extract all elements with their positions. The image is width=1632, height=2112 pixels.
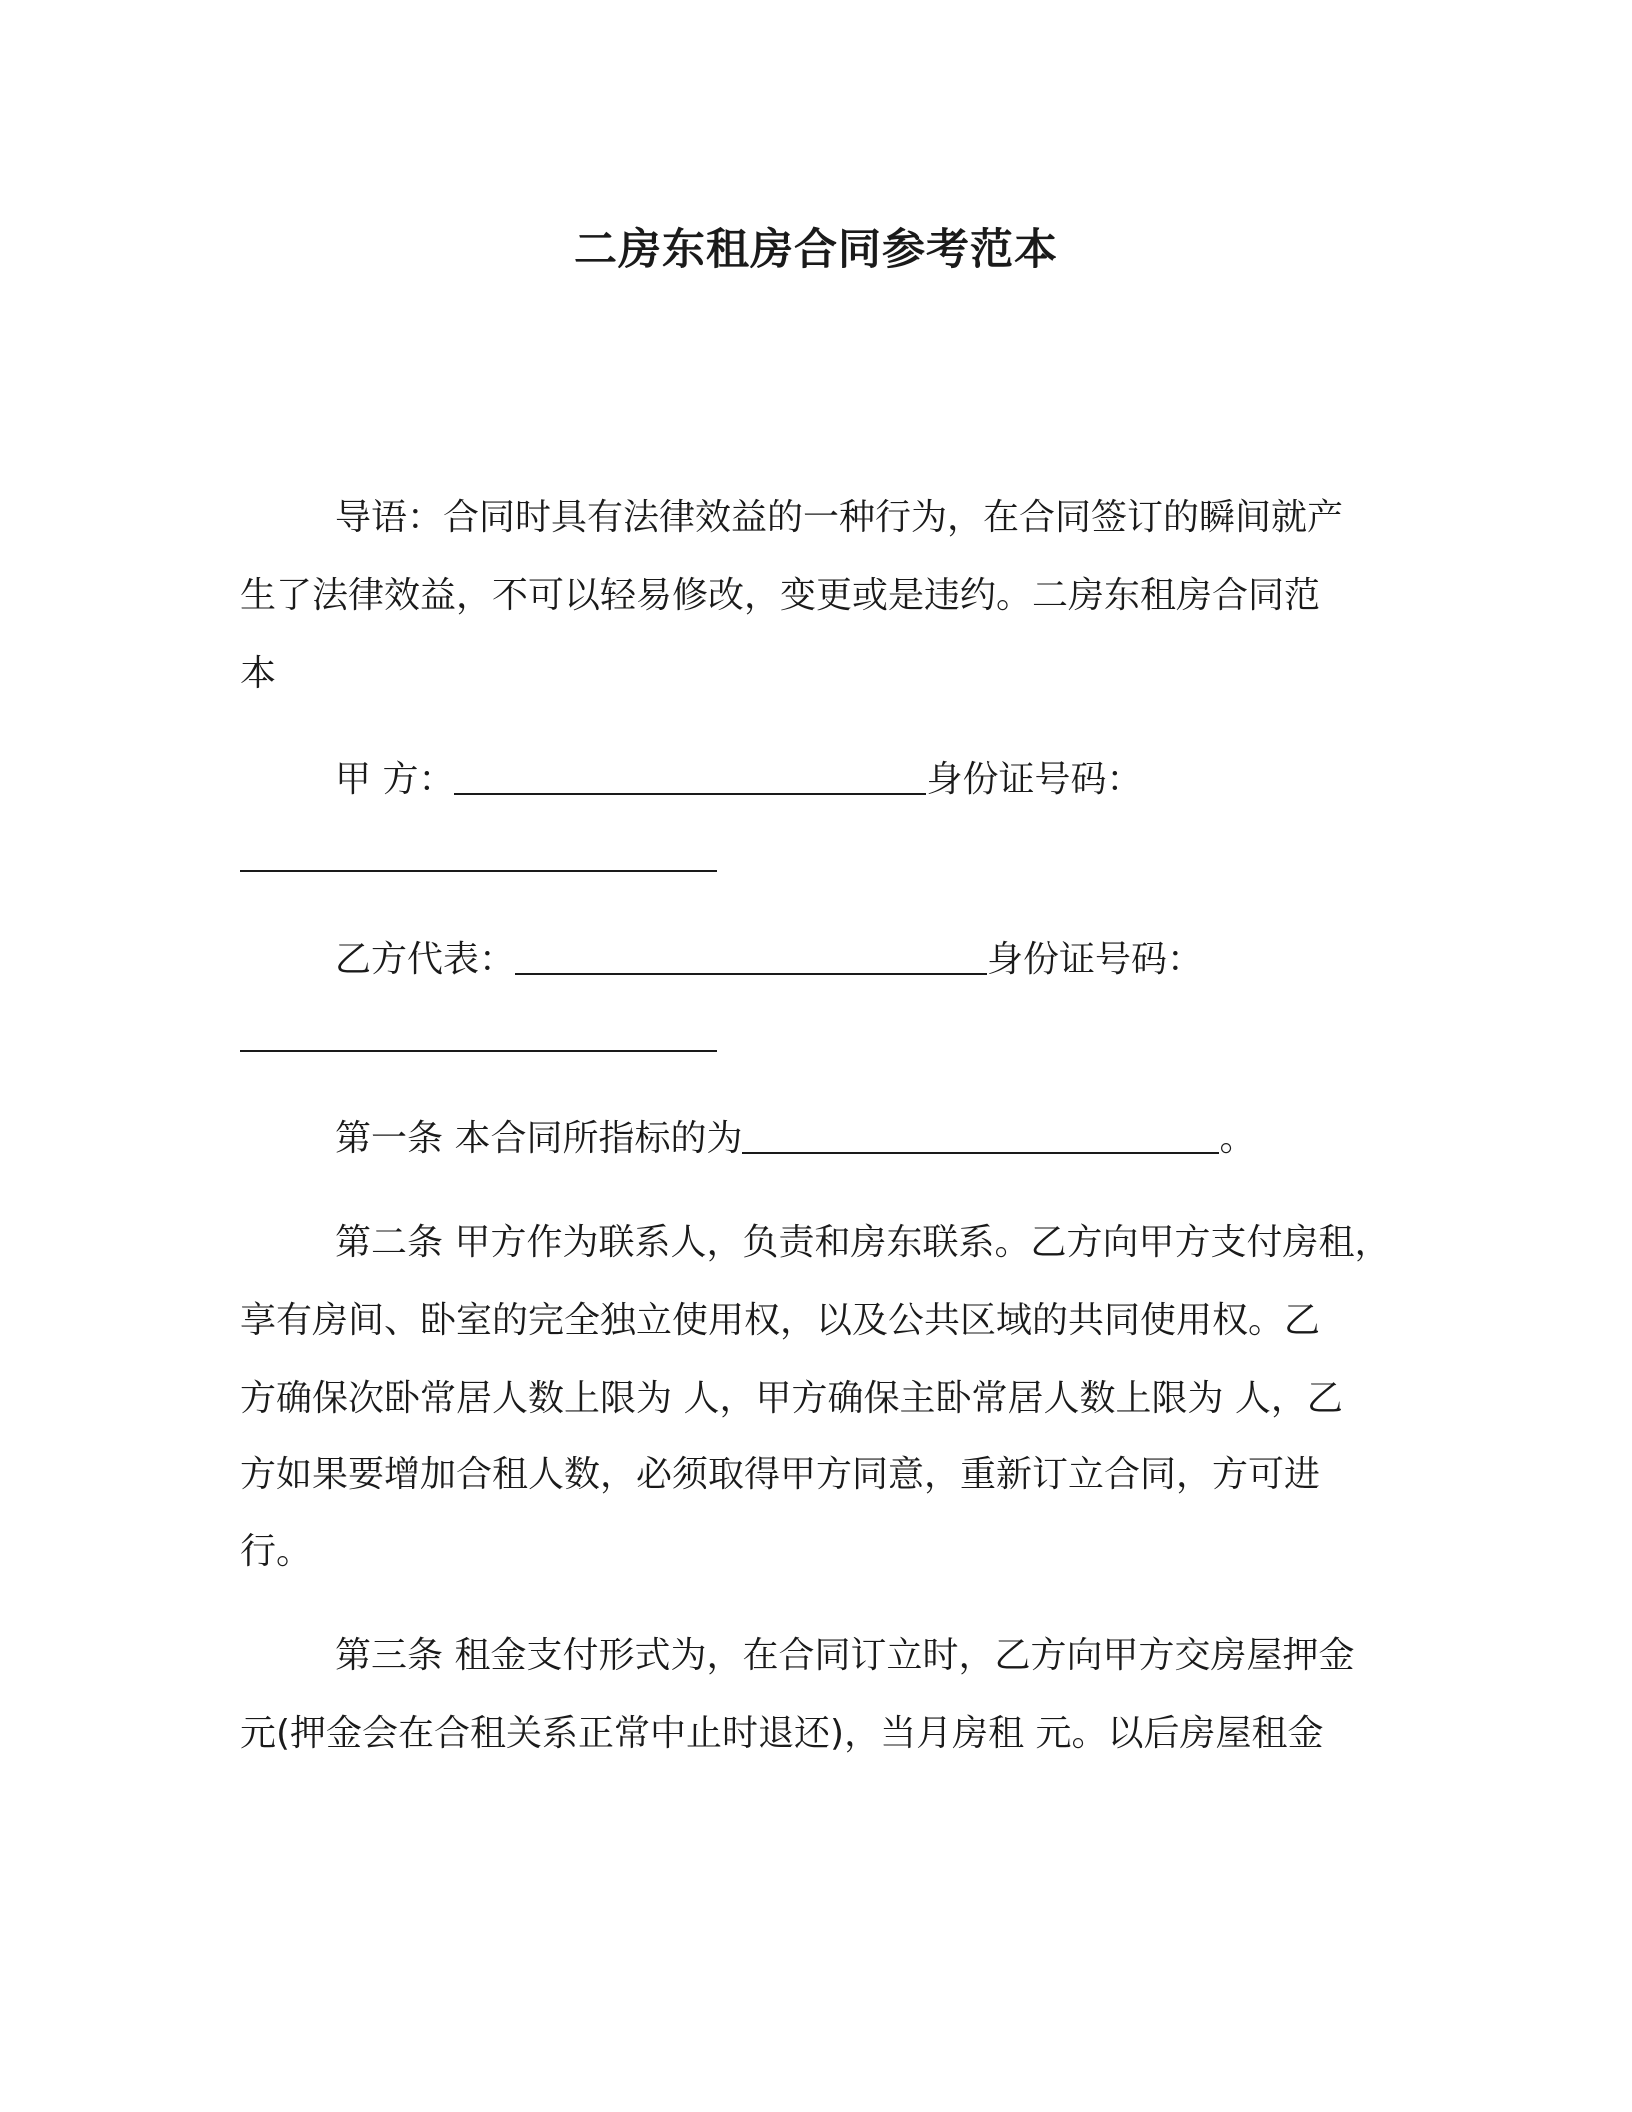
- article-3-line-2: 元(押金会在合租关系正常中止时退还)，当月房租 元。以后房屋租金: [240, 1713, 1324, 1754]
- party-a-name-blank[interactable]: [454, 757, 926, 795]
- article-2-line-5: 行。: [240, 1531, 313, 1572]
- article-2-line-2: 享有房间、卧室的完全独立使用权，以及公共区域的共同使用权。乙: [240, 1300, 1321, 1341]
- party-a-id-line: [240, 818, 1410, 896]
- party-a-id-label: 身份证号码：: [926, 759, 1143, 800]
- party-a-label: 甲 方：: [335, 759, 455, 800]
- article-3-text-1: 第三条 租金支付形式为，在合同订立时，乙方向甲方交房屋押金: [335, 1635, 1355, 1676]
- party-b-id-line: [240, 998, 1410, 1076]
- intro-line-3: 本: [240, 653, 277, 694]
- party-a-id-blank[interactable]: [240, 834, 717, 872]
- party-b-label: 乙方代表：: [335, 939, 516, 980]
- article-1-text: 第一条 本合同所指标的为: [335, 1118, 743, 1159]
- party-b-id-label: 身份证号码：: [987, 939, 1204, 980]
- article-2-line-1: [240, 1204, 1410, 1282]
- article-2-line-3: 方确保次卧常居人数上限为 人，甲方确保主卧常居人数上限为 人，乙: [240, 1378, 1343, 1419]
- article-1-subject-blank[interactable]: [742, 1116, 1219, 1154]
- article-1-end: 。: [1219, 1118, 1256, 1159]
- party-a-line: [240, 741, 1410, 819]
- intro-line-2: 生了法律效益，不可以轻易修改，变更或是违约。二房东租房合同范: [240, 575, 1321, 616]
- article-1: [240, 1100, 1410, 1178]
- article-2-text-1: 第二条 甲方作为联系人，负责和房东联系。乙方向甲方支付房租，: [335, 1222, 1391, 1263]
- article-3-line-1: [240, 1617, 1410, 1695]
- article-2-line-4: 方如果要增加合租人数，必须取得甲方同意，重新订立合同，方可进: [240, 1454, 1321, 1495]
- intro-line-1: [240, 479, 1410, 557]
- party-b-line: [240, 921, 1410, 999]
- document-title: 二房东租房合同参考范本: [574, 225, 1058, 275]
- party-b-id-blank[interactable]: [240, 1014, 717, 1052]
- party-b-name-blank[interactable]: [515, 937, 987, 975]
- intro-text-1: 导语：合同时具有法律效益的一种行为，在合同签订的瞬间就产: [335, 497, 1344, 538]
